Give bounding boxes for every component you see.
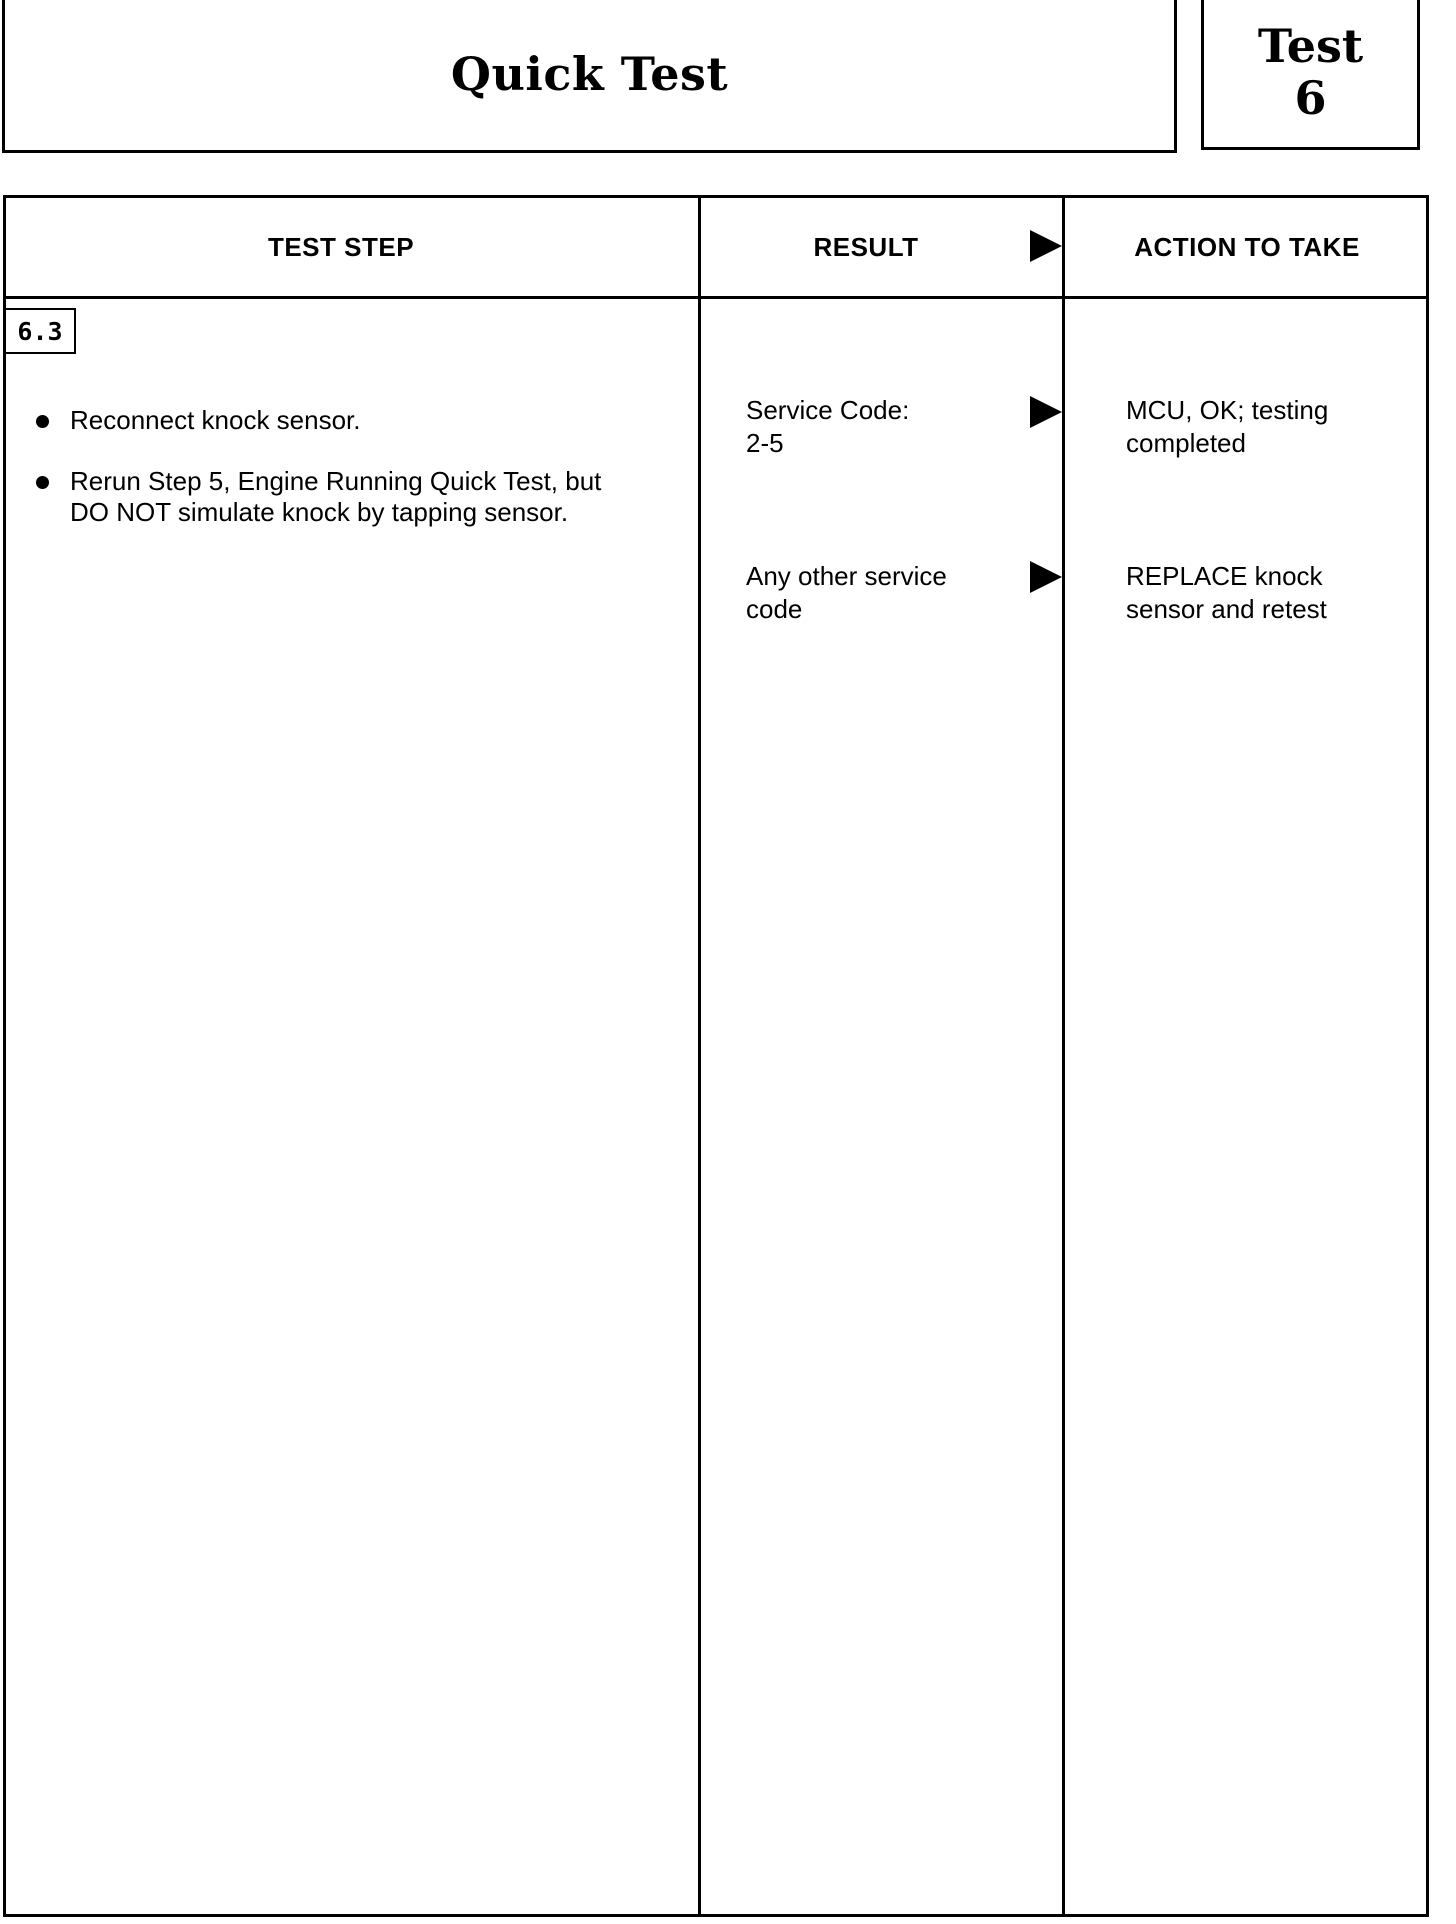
result-text: Any other service code xyxy=(746,561,947,624)
arrow-right-icon xyxy=(1030,230,1062,262)
column-header-test-step: TEST STEP xyxy=(267,231,415,262)
list-item xyxy=(34,466,634,528)
test-step-text: Rerun Step 5, Engine Running Quick Test, but DO NOT simulate knock by tapping sensor. xyxy=(70,466,602,527)
list-item xyxy=(34,405,634,436)
action-text: MCU, OK; testing completed xyxy=(1126,395,1329,458)
column-divider-result xyxy=(698,198,701,1914)
test-number-box xyxy=(1201,0,1420,150)
test-number: 6 xyxy=(1294,71,1327,125)
test-label: Test xyxy=(1257,19,1364,73)
test-step-text: Reconnect knock sensor. xyxy=(70,405,361,435)
column-divider-action xyxy=(1062,198,1065,1914)
test-table xyxy=(3,195,1429,1917)
test-step-list xyxy=(34,405,634,558)
arrow-right-icon xyxy=(1030,396,1062,428)
column-header-action: ACTION TO TAKE xyxy=(1134,231,1360,262)
action-text: REPLACE knock sensor and retest xyxy=(1126,561,1327,624)
title-box xyxy=(2,0,1177,153)
page-title: Quick Test xyxy=(450,46,729,101)
header-rule xyxy=(6,296,1426,299)
bullet-icon xyxy=(36,415,49,428)
bullet-icon xyxy=(36,476,49,489)
column-header-result: RESULT xyxy=(813,231,919,262)
result-text: Service Code: 2-5 xyxy=(746,395,910,458)
arrow-right-icon xyxy=(1030,561,1062,593)
step-number-badge: 6.3 xyxy=(6,308,76,354)
